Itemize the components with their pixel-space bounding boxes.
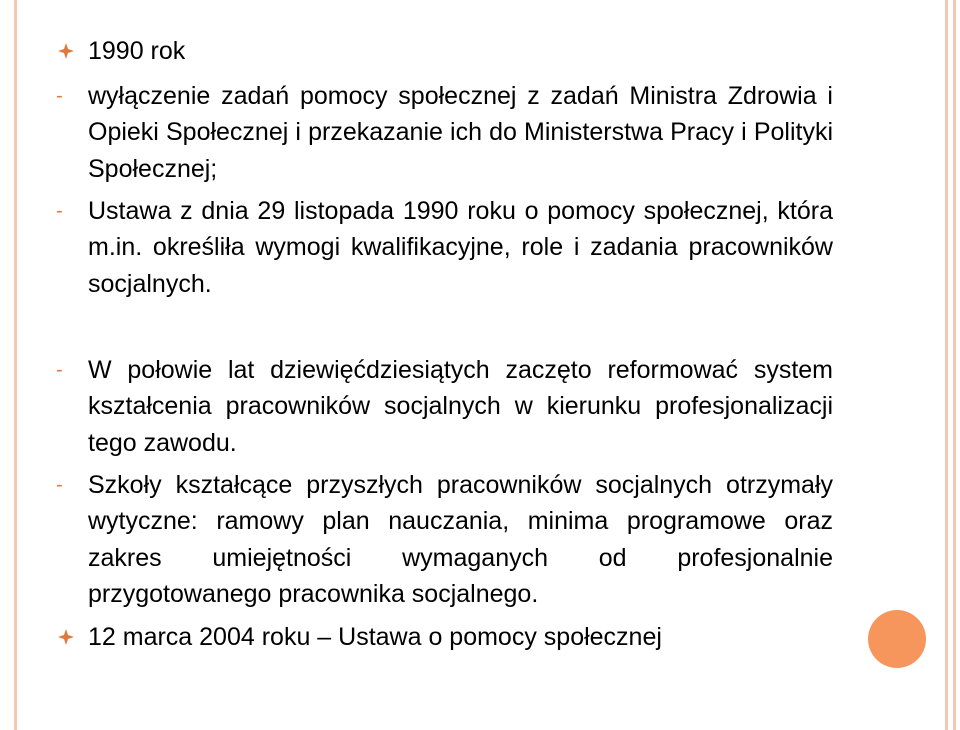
list-item: W połowie lat dziewięćdziesiątych zaczęto reformować system kształcenia pracowników socjalnych w kierunku profesjonalizacji tego zawodu. (88, 356, 833, 457)
footer-bullet-text: 12 marca 2004 roku – Ustawa o pomocy społecznej (88, 623, 662, 651)
dash-marker: - (56, 359, 63, 381)
list-item: wyłączenie zadań pomocy społecznej z zadań Ministra Zdrowia i Opieki Społecznej i przekazanie ich do Ministerstwa Pracy i Polityki Społecznej; (88, 82, 833, 183)
list-item: Szkoły kształcące przyszłych pracowników socjalnych otrzymały wytyczne: ramowy plan nauczania, minima programowe oraz zakres umiejętności wymaganych od profesjonalnie przygotowanego pracownika socjalnego. (88, 471, 833, 608)
diamond-bullet-icon (58, 629, 74, 645)
decorative-circle (868, 610, 926, 668)
dash-marker: - (56, 85, 63, 107)
dash-marker: - (56, 200, 63, 222)
header-bullet-text: 1990 rok (88, 37, 186, 65)
diamond-bullet-icon (58, 43, 74, 59)
dash-marker: - (56, 474, 63, 496)
list-item: Ustawa z dnia 29 listopada 1990 roku o pomocy społecznej, która m.in. określiła wymogi kwalifikacyjne, role i zadania pracowników socjalnych. (88, 197, 833, 298)
